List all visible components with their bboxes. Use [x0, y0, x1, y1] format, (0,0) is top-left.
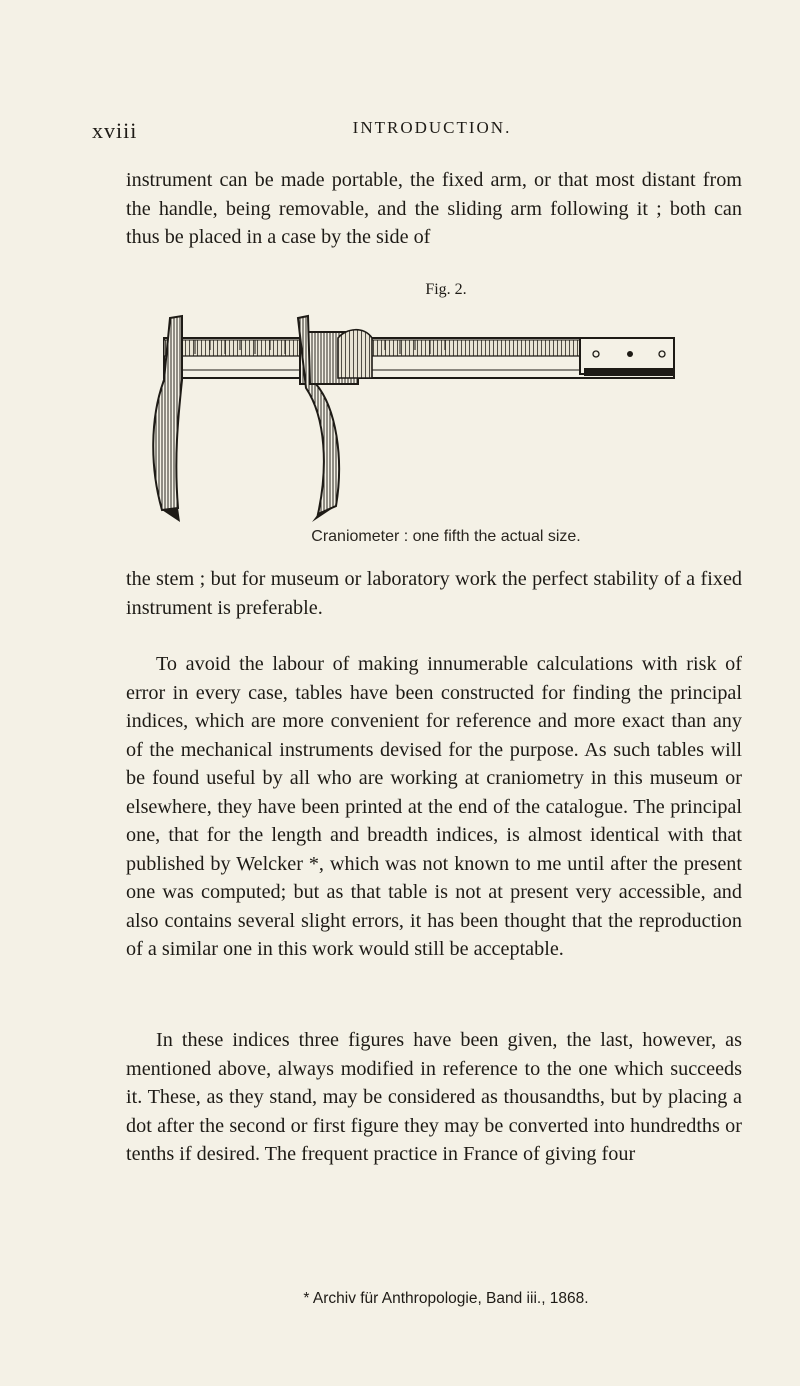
- paragraph-4: In these indices three figures have been given, the last, however, as mentioned above, always modified in reference to the one which succeeds it. These, as they stand, may be considered as thousandths, but by placing a dot after the second or first figure they may be converted into hundredths or tenths if desired. The frequent practice in France of giving four: [126, 1029, 742, 1165]
- figure-caption: Craniometer : one fifth the actual size.: [311, 528, 581, 545]
- footnote: * Archiv für Anthropologie, Band iii., 1868.: [303, 1290, 589, 1307]
- paragraph-1: instrument can be made portable, the fixed arm, or that most distant from the handle, being removable, and the sliding arm following it ; both can thus be placed in a case by the side of: [126, 169, 742, 248]
- paragraph-3: To avoid the labour of making innumerable calculations with risk of error in every case, tables have been constructed for finding the principal indices, which are more convenient for reference and more exact than any of the mechanical instruments devised for the purpose. As such tables will be found useful by all who are working at craniometry in this museum or elsewhere, they have been printed at the end of the catalogue. The principal one, that for the length and breadth indices, is almost identical with that published by Welcker *, which was not known to me until after the present one was computed; but as that table is not at present very accessible, and also contains several slight errors, it has been thought that the reproduction of a similar one in this work would still be acceptable.: [126, 653, 742, 960]
- craniometer-illustration: [140, 308, 700, 530]
- fixed-arm: [153, 316, 182, 522]
- page-header: [92, 118, 732, 148]
- paragraph-2: the stem ; but for museum or laboratory work the perfect stability of a fixed instrument is preferable.: [126, 568, 742, 619]
- page-number: xviii: [92, 118, 138, 143]
- figure-label: Fig. 2.: [425, 281, 467, 298]
- running-head: INTRODUCTION.: [352, 118, 512, 137]
- craniometer-bar: [164, 338, 674, 378]
- sliding-arm: [298, 316, 372, 522]
